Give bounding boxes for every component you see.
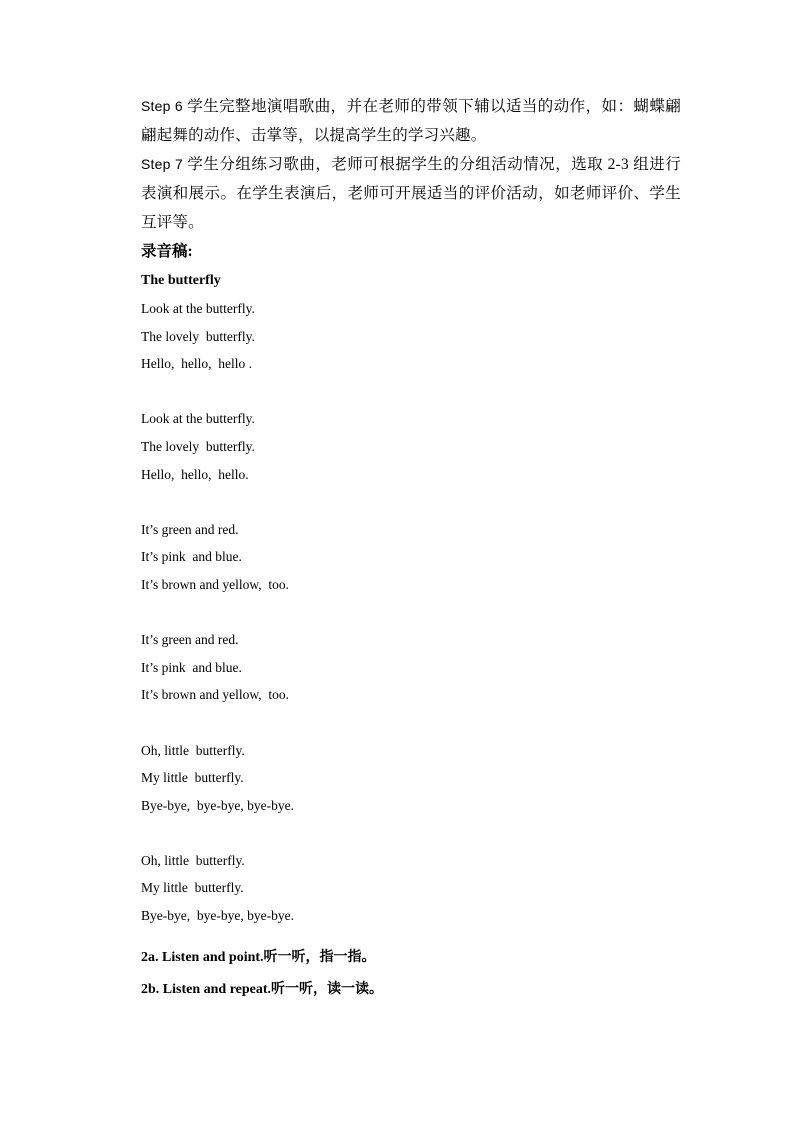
stanza-3 (141, 516, 681, 599)
lyric-line: It’s brown and yellow, too. (141, 576, 289, 592)
step-6-label: Step 6 (141, 98, 183, 114)
lyric-line: It’s pink and blue. (141, 549, 242, 565)
lyric-line: Hello, hello, hello . (141, 356, 252, 372)
stanza-4 (141, 626, 681, 709)
stanza-gap (141, 819, 681, 847)
lyric-line: It’s green and red. (141, 521, 239, 537)
stanza-gap (141, 599, 681, 627)
lyric-line: Bye-bye, bye-bye, bye-bye. (141, 908, 294, 924)
stanza-1 (141, 295, 681, 378)
step-7-label: Step 7 (141, 156, 183, 172)
stanza-2 (141, 405, 681, 488)
lyric-line: The lovely butterfly. (141, 438, 255, 454)
step-6-text: 学生完整地演唱歌曲，并在老师的带领下辅以适当的动作，如：蝴蝶翩翩起舞的动作、击掌等，以提高学生的学习兴趣。 (141, 98, 681, 144)
task-2b: 2b. Listen and repeat.听一听，读一读。 (141, 981, 384, 997)
lyric-line: Hello, hello, hello. (141, 466, 249, 482)
song-lyrics (141, 295, 681, 930)
lyric-line: Oh, little butterfly. (141, 852, 245, 868)
stanza-6 (141, 847, 681, 930)
lyric-line: My little butterfly. (141, 770, 244, 786)
lyric-line: Look at the butterfly. (141, 411, 255, 427)
lyric-line: It’s pink and blue. (141, 659, 242, 675)
step-6-paragraph (141, 92, 681, 150)
lyric-line: Bye-bye, bye-bye, bye-bye. (141, 797, 294, 813)
section-spacer (141, 930, 681, 942)
lyric-line: It’s green and red. (141, 632, 239, 648)
step-7-text: 学生分组练习歌曲，老师可根据学生的分组活动情况，选取 2-3 组进行表演和展示。在学生表演后，老师可开展适当的评价活动，如老师评价、学生互评等。 (141, 156, 681, 231)
step-7-paragraph (141, 150, 681, 237)
script-heading: 录音稿: (141, 243, 193, 260)
lyric-line: It’s brown and yellow, too. (141, 687, 289, 703)
song-title: The butterfly (141, 273, 221, 288)
stanza-gap (141, 488, 681, 516)
stanza-5 (141, 737, 681, 820)
lyric-line: The lovely butterfly. (141, 328, 255, 344)
stanza-gap (141, 709, 681, 737)
lyric-line: My little butterfly. (141, 880, 244, 896)
document-body (141, 92, 681, 1006)
lyric-line: Oh, little butterfly. (141, 742, 245, 758)
task-2a: 2a. Listen and point.听一听，指一指。 (141, 949, 376, 965)
lyric-line: Look at the butterfly. (141, 301, 255, 316)
stanza-gap (141, 378, 681, 406)
